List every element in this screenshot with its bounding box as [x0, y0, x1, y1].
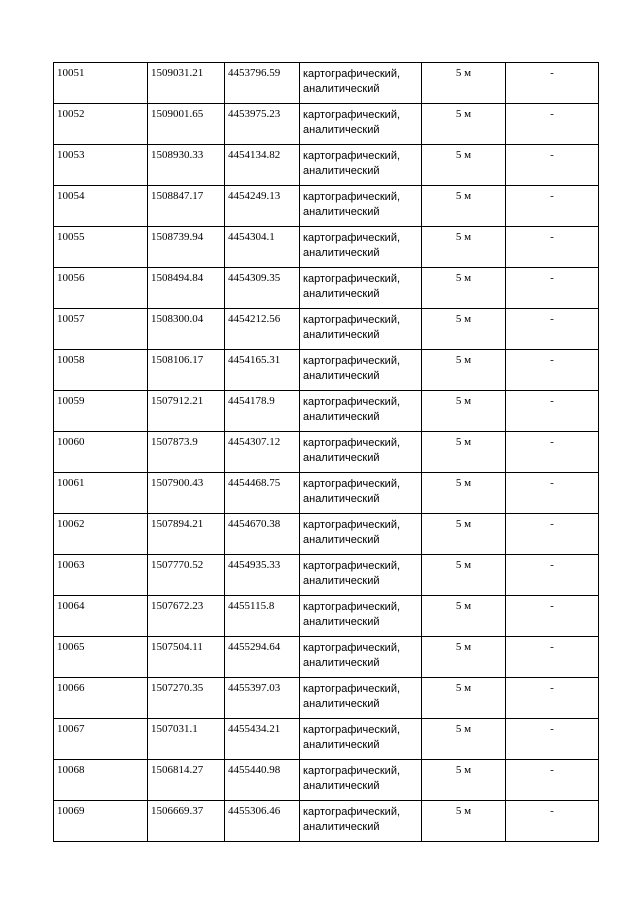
accuracy-cell: 5 м [422, 801, 506, 842]
method-text: картографический, [303, 68, 401, 80]
note-cell: - [506, 760, 599, 801]
method-text: аналитический [303, 83, 380, 95]
point-number-cell: 10061 [54, 473, 148, 514]
table-row [54, 760, 599, 801]
table-row [54, 145, 599, 186]
note-cell: - [506, 555, 599, 596]
note-cell: - [506, 596, 599, 637]
table-row [54, 473, 599, 514]
method-text: аналитический [303, 657, 380, 669]
coordinates-table [53, 62, 599, 842]
table-row [54, 227, 599, 268]
method-text: аналитический [303, 288, 380, 300]
method-text: картографический, [303, 232, 401, 244]
point-number-cell: 10057 [54, 309, 148, 350]
x-coordinate-cell: 1509031.21 [148, 63, 225, 104]
note-cell: - [506, 227, 599, 268]
accuracy-cell: 5 м [422, 637, 506, 678]
accuracy-cell: 5 м [422, 309, 506, 350]
method-text: аналитический [303, 124, 380, 136]
table-row [54, 104, 599, 145]
method-text: аналитический [303, 247, 380, 259]
method-cell [300, 801, 422, 842]
method-text: картографический, [303, 150, 401, 162]
method-text: картографический, [303, 519, 401, 531]
method-cell [300, 637, 422, 678]
method-text: картографический, [303, 806, 401, 818]
method-cell [300, 514, 422, 555]
accuracy-cell: 5 м [422, 268, 506, 309]
method-cell [300, 268, 422, 309]
table-row [54, 63, 599, 104]
y-coordinate-cell: 4454670.38 [225, 514, 300, 555]
x-coordinate-cell: 1507894.21 [148, 514, 225, 555]
y-coordinate-cell: 4455306.46 [225, 801, 300, 842]
point-number-cell: 10052 [54, 104, 148, 145]
method-cell [300, 596, 422, 637]
point-number-cell: 10055 [54, 227, 148, 268]
note-cell: - [506, 514, 599, 555]
method-cell [300, 104, 422, 145]
accuracy-cell: 5 м [422, 514, 506, 555]
method-text: картографический, [303, 642, 401, 654]
method-text: картографический, [303, 437, 401, 449]
method-text: картографический, [303, 724, 401, 736]
method-text: аналитический [303, 206, 380, 218]
x-coordinate-cell: 1507504.11 [148, 637, 225, 678]
method-cell [300, 678, 422, 719]
x-coordinate-cell: 1506814.27 [148, 760, 225, 801]
method-cell [300, 227, 422, 268]
accuracy-cell: 5 м [422, 104, 506, 145]
point-number-cell: 10066 [54, 678, 148, 719]
table-row [54, 555, 599, 596]
table-row [54, 186, 599, 227]
y-coordinate-cell: 4454309.35 [225, 268, 300, 309]
method-text: аналитический [303, 411, 380, 423]
method-cell [300, 432, 422, 473]
accuracy-cell: 5 м [422, 227, 506, 268]
method-text: картографический, [303, 191, 401, 203]
accuracy-cell: 5 м [422, 391, 506, 432]
table-row [54, 596, 599, 637]
table-row [54, 350, 599, 391]
x-coordinate-cell: 1508106.17 [148, 350, 225, 391]
y-coordinate-cell: 4454304.1 [225, 227, 300, 268]
point-number-cell: 10058 [54, 350, 148, 391]
point-number-cell: 10062 [54, 514, 148, 555]
method-text: картографический, [303, 601, 401, 613]
table-row [54, 432, 599, 473]
y-coordinate-cell: 4454165.31 [225, 350, 300, 391]
accuracy-cell: 5 м [422, 760, 506, 801]
point-number-cell: 10068 [54, 760, 148, 801]
note-cell: - [506, 350, 599, 391]
table-row [54, 268, 599, 309]
method-cell [300, 719, 422, 760]
accuracy-cell: 5 м [422, 719, 506, 760]
y-coordinate-cell: 4455440.98 [225, 760, 300, 801]
point-number-cell: 10063 [54, 555, 148, 596]
method-cell [300, 760, 422, 801]
accuracy-cell: 5 м [422, 473, 506, 514]
method-text: картографический, [303, 765, 401, 777]
method-text: картографический, [303, 109, 401, 121]
method-text: аналитический [303, 329, 380, 341]
method-text: картографический, [303, 478, 401, 490]
y-coordinate-cell: 4455115.8 [225, 596, 300, 637]
y-coordinate-cell: 4455294.64 [225, 637, 300, 678]
note-cell: - [506, 719, 599, 760]
point-number-cell: 10060 [54, 432, 148, 473]
y-coordinate-cell: 4453796.59 [225, 63, 300, 104]
y-coordinate-cell: 4455434.21 [225, 719, 300, 760]
method-cell [300, 473, 422, 514]
note-cell: - [506, 801, 599, 842]
accuracy-cell: 5 м [422, 63, 506, 104]
y-coordinate-cell: 4453975.23 [225, 104, 300, 145]
table-row [54, 801, 599, 842]
method-text: аналитический [303, 370, 380, 382]
note-cell: - [506, 473, 599, 514]
point-number-cell: 10067 [54, 719, 148, 760]
method-text: картографический, [303, 273, 401, 285]
table-body [54, 63, 599, 842]
table-row [54, 391, 599, 432]
x-coordinate-cell: 1508300.04 [148, 309, 225, 350]
accuracy-cell: 5 м [422, 555, 506, 596]
point-number-cell: 10059 [54, 391, 148, 432]
method-cell [300, 391, 422, 432]
method-text: аналитический [303, 165, 380, 177]
method-text: аналитический [303, 534, 380, 546]
point-number-cell: 10064 [54, 596, 148, 637]
x-coordinate-cell: 1507912.21 [148, 391, 225, 432]
method-text: аналитический [303, 493, 380, 505]
point-number-cell: 10056 [54, 268, 148, 309]
accuracy-cell: 5 м [422, 678, 506, 719]
point-number-cell: 10069 [54, 801, 148, 842]
x-coordinate-cell: 1507770.52 [148, 555, 225, 596]
method-cell [300, 309, 422, 350]
method-cell [300, 186, 422, 227]
method-text: аналитический [303, 698, 380, 710]
y-coordinate-cell: 4454134.82 [225, 145, 300, 186]
method-text: аналитический [303, 452, 380, 464]
method-text: картографический, [303, 355, 401, 367]
method-text: аналитический [303, 780, 380, 792]
note-cell: - [506, 268, 599, 309]
accuracy-cell: 5 м [422, 350, 506, 391]
x-coordinate-cell: 1507270.35 [148, 678, 225, 719]
note-cell: - [506, 145, 599, 186]
y-coordinate-cell: 4454249.13 [225, 186, 300, 227]
method-text: картографический, [303, 560, 401, 572]
x-coordinate-cell: 1507900.43 [148, 473, 225, 514]
note-cell: - [506, 391, 599, 432]
method-cell [300, 63, 422, 104]
point-number-cell: 10053 [54, 145, 148, 186]
y-coordinate-cell: 4454935.33 [225, 555, 300, 596]
x-coordinate-cell: 1507672.23 [148, 596, 225, 637]
note-cell: - [506, 104, 599, 145]
accuracy-cell: 5 м [422, 186, 506, 227]
point-number-cell: 10065 [54, 637, 148, 678]
x-coordinate-cell: 1508930.33 [148, 145, 225, 186]
method-cell [300, 555, 422, 596]
method-text: картографический, [303, 683, 401, 695]
accuracy-cell: 5 м [422, 596, 506, 637]
method-text: картографический, [303, 396, 401, 408]
table-row [54, 309, 599, 350]
note-cell: - [506, 637, 599, 678]
method-text: аналитический [303, 739, 380, 751]
x-coordinate-cell: 1508847.17 [148, 186, 225, 227]
method-text: аналитический [303, 616, 380, 628]
note-cell: - [506, 678, 599, 719]
y-coordinate-cell: 4454212.56 [225, 309, 300, 350]
y-coordinate-cell: 4454178.9 [225, 391, 300, 432]
x-coordinate-cell: 1509001.65 [148, 104, 225, 145]
note-cell: - [506, 309, 599, 350]
note-cell: - [506, 432, 599, 473]
point-number-cell: 10054 [54, 186, 148, 227]
method-text: аналитический [303, 575, 380, 587]
x-coordinate-cell: 1508494.84 [148, 268, 225, 309]
method-text: аналитический [303, 821, 380, 833]
method-cell [300, 350, 422, 391]
y-coordinate-cell: 4455397.03 [225, 678, 300, 719]
x-coordinate-cell: 1508739.94 [148, 227, 225, 268]
table-row [54, 637, 599, 678]
y-coordinate-cell: 4454307.12 [225, 432, 300, 473]
note-cell: - [506, 63, 599, 104]
accuracy-cell: 5 м [422, 145, 506, 186]
table-row [54, 719, 599, 760]
accuracy-cell: 5 м [422, 432, 506, 473]
method-cell [300, 145, 422, 186]
method-text: картографический, [303, 314, 401, 326]
y-coordinate-cell: 4454468.75 [225, 473, 300, 514]
x-coordinate-cell: 1506669.37 [148, 801, 225, 842]
point-number-cell: 10051 [54, 63, 148, 104]
table-row [54, 678, 599, 719]
note-cell: - [506, 186, 599, 227]
x-coordinate-cell: 1507873.9 [148, 432, 225, 473]
x-coordinate-cell: 1507031.1 [148, 719, 225, 760]
table-row [54, 514, 599, 555]
